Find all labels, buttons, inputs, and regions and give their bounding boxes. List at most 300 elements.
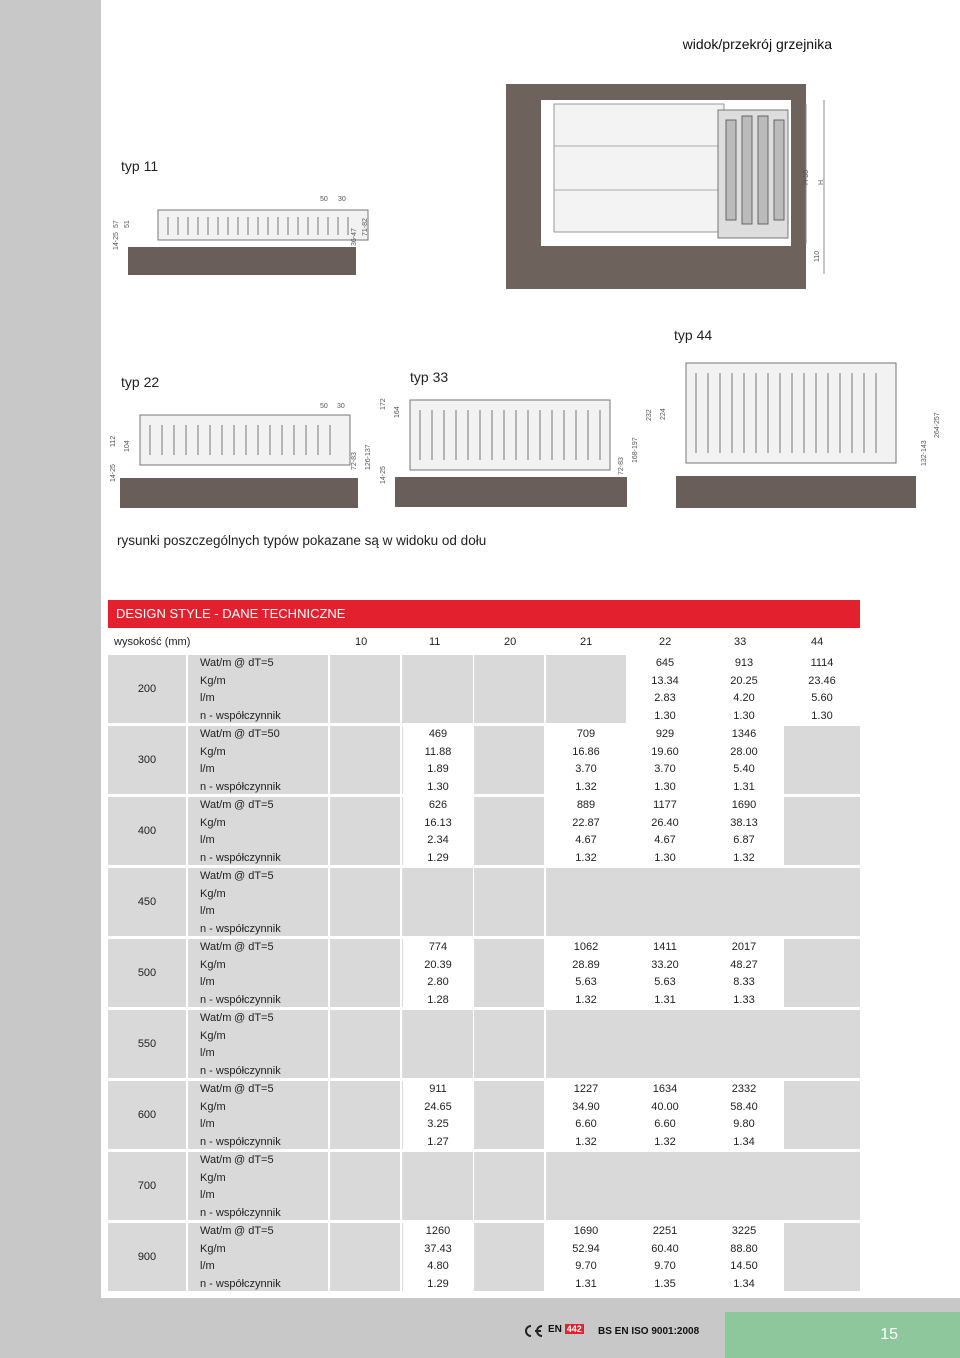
value-cell-20: [474, 1010, 544, 1078]
value: 9.80: [733, 1118, 755, 1130]
param-name: Wat/m: [200, 728, 232, 740]
value-cell-21: [546, 1152, 626, 1220]
param-label: [200, 746, 226, 758]
value: 1.30: [654, 780, 676, 793]
value: 1.35: [654, 1277, 676, 1290]
param-name: l/m: [200, 834, 215, 846]
dim22-72-83: 72-83: [351, 452, 358, 470]
value-cell-33: [704, 1010, 784, 1078]
value: 2332: [731, 1083, 757, 1095]
param-label: [200, 1012, 274, 1024]
dim33-14-25: 14-25: [380, 466, 387, 484]
param-label: [200, 1047, 215, 1059]
value: 5.63: [654, 976, 676, 988]
value: 11.88: [424, 745, 452, 758]
value: 4.67: [575, 834, 597, 846]
param-name: Kg/m: [200, 1029, 226, 1042]
param-label: [200, 781, 281, 793]
table-group-2: [108, 797, 860, 868]
param-label: [200, 1225, 274, 1237]
value-cell-22: [626, 1010, 704, 1078]
value-cell-11: [402, 868, 473, 936]
value: 1.34: [733, 1135, 755, 1148]
value: 58.40: [730, 1100, 758, 1113]
typ11-drawing: [128, 205, 388, 275]
value-cell-10: [330, 726, 400, 794]
param-name: Wat/m: [200, 941, 232, 953]
param-name: l/m: [200, 905, 215, 917]
value-cell-21: [546, 726, 626, 794]
table-group-3: [108, 868, 860, 939]
dim-h: H: [818, 179, 825, 185]
param-cell: [188, 797, 328, 865]
dim11-14-25: 14-25: [113, 232, 120, 250]
param-label: [200, 1083, 274, 1095]
param-name: n - współczynnik: [200, 922, 281, 935]
param-label: [200, 728, 280, 740]
param-label: [200, 852, 281, 864]
param-label: [200, 1136, 281, 1148]
value: 4.80: [427, 1260, 449, 1272]
value: 1.32: [575, 993, 597, 1006]
value: 1.30: [811, 709, 833, 722]
value: 2017: [731, 941, 757, 953]
value: 1062: [573, 941, 599, 953]
dim33-224: 224: [660, 408, 667, 420]
param-name: n - współczynnik: [200, 851, 281, 864]
param-label: [200, 1065, 281, 1077]
value: 60.40: [651, 1242, 679, 1255]
param-dt: @ dT=5: [234, 1012, 274, 1024]
param-label: [200, 692, 215, 704]
param-name: l/m: [200, 1047, 215, 1059]
dim11-51: 51: [124, 220, 131, 228]
dim11-36-47: 36-47: [351, 228, 358, 246]
value: 1.30: [733, 709, 755, 722]
value: 913: [734, 657, 754, 669]
value: 1411: [653, 941, 677, 953]
value: 40.00: [651, 1100, 679, 1113]
value-cell-10: [330, 868, 400, 936]
value: 33.20: [651, 958, 679, 971]
value: 1.30: [654, 709, 676, 722]
value-cell-20: [474, 797, 544, 865]
value-cell-20: [474, 1152, 544, 1220]
value: 1227: [573, 1083, 599, 1095]
value-cell-33: [704, 1152, 784, 1220]
value-cell-44: [784, 868, 860, 936]
param-label: [200, 763, 215, 775]
value-cell-11: [402, 726, 473, 794]
value: 38.13: [730, 816, 758, 829]
value-cell-20: [474, 1081, 544, 1149]
param-cell: [188, 726, 328, 794]
param-name: Wat/m: [200, 1012, 232, 1024]
drawing-caption: rysunki poszczególnych typów pokazane są w widoku od dołu: [117, 533, 487, 548]
value: 2.83: [654, 692, 676, 704]
param-label: [200, 1189, 215, 1201]
value-cell-44: [784, 726, 860, 794]
param-label: [200, 941, 274, 953]
param-name: Wat/m: [200, 1083, 232, 1095]
param-label: [200, 870, 274, 882]
table-group-4: [108, 939, 860, 1010]
value: 889: [576, 799, 596, 811]
value: 52.94: [572, 1242, 600, 1255]
param-name: n - współczynnik: [200, 1064, 281, 1077]
value: 9.70: [575, 1260, 597, 1272]
col-10: 10: [355, 636, 368, 648]
param-cell: [188, 868, 328, 936]
param-dt: @ dT=5: [234, 657, 274, 669]
value-cell-21: [546, 939, 626, 1007]
value-cell-20: [474, 1223, 544, 1291]
param-dt: @ dT=5: [234, 870, 274, 882]
value: 13.34: [651, 674, 679, 687]
param-name: l/m: [200, 1189, 215, 1201]
value-cell-10: [330, 1223, 400, 1291]
value: 3.25: [427, 1118, 449, 1130]
typ44-drawing: [676, 358, 921, 510]
value: 4.67: [654, 834, 676, 846]
param-label: [200, 1260, 215, 1272]
param-dt: @ dT=5: [234, 799, 274, 811]
value: 1.27: [427, 1135, 449, 1148]
value: 774: [428, 941, 448, 953]
value: 16.13: [424, 816, 452, 829]
value: 3.70: [654, 763, 676, 775]
value: 1.32: [575, 1135, 597, 1148]
param-label: [200, 675, 226, 687]
value-cell-44: [784, 1223, 860, 1291]
col-11: 11: [429, 636, 441, 648]
value-cell-44: [784, 1152, 860, 1220]
value: 2.80: [427, 976, 449, 988]
param-dt: @ dT=5: [234, 1225, 274, 1237]
value-cell-33: [704, 1081, 784, 1149]
section-banner: DESIGN STYLE - DANE TECHNICZNE: [108, 600, 860, 628]
value: 22.87: [572, 816, 600, 829]
col-21: 21: [580, 636, 593, 648]
value-cell-10: [330, 939, 400, 1007]
param-label: [200, 1030, 226, 1042]
value: 24.65: [424, 1100, 452, 1113]
value: 5.60: [811, 692, 833, 704]
value: 6.60: [654, 1118, 676, 1130]
dim11-71-82: 71-82: [362, 218, 369, 236]
dim33-72-83: 72-83: [618, 457, 625, 475]
table-group-1: [108, 726, 860, 797]
height-cell: 700: [108, 1152, 186, 1220]
param-name: Wat/m: [200, 1225, 232, 1237]
param-label: [200, 923, 281, 935]
value-cell-21: [546, 655, 626, 723]
en-label: EN: [548, 1324, 562, 1335]
param-dt: @ dT=5: [234, 941, 274, 953]
en-number: 442: [566, 1324, 582, 1334]
value-cell-33: [704, 868, 784, 936]
value: 1.32: [654, 1135, 676, 1148]
value: 4.20: [733, 692, 755, 704]
col-22: 22: [659, 636, 672, 648]
col-44: 44: [811, 636, 824, 648]
param-name: l/m: [200, 692, 215, 704]
param-name: n - współczynnik: [200, 1277, 281, 1290]
height-cell: 900: [108, 1223, 186, 1291]
value: 626: [428, 799, 448, 811]
param-name: Wat/m: [200, 1154, 232, 1166]
param-dt: @ dT=5: [234, 1083, 274, 1095]
param-name: n - współczynnik: [200, 1206, 281, 1219]
value-cell-33: [704, 939, 784, 1007]
value: 1.34: [733, 1277, 755, 1290]
value: 1.33: [733, 993, 755, 1006]
value-cell-10: [330, 797, 400, 865]
value-cell-11: [402, 797, 473, 865]
value: 1.30: [427, 780, 449, 793]
value-cell-11: [402, 1223, 473, 1291]
value-cell-44: [784, 1081, 860, 1149]
param-name: l/m: [200, 976, 215, 988]
dim44-264-257: 264-257: [934, 412, 941, 438]
value: 1690: [573, 1225, 599, 1237]
value: 2.34: [427, 834, 449, 846]
height-cell: 400: [108, 797, 186, 865]
value-cell-10: [330, 1010, 400, 1078]
height-cell: 300: [108, 726, 186, 794]
param-label: [200, 1243, 226, 1255]
col-33: 33: [734, 636, 747, 648]
value: 19.60: [651, 745, 679, 758]
value: 1.89: [427, 763, 449, 775]
value-cell-10: [330, 655, 400, 723]
value: 34.90: [572, 1100, 600, 1113]
value: 1260: [425, 1225, 451, 1237]
table-group-8: [108, 1223, 860, 1294]
value-cell-20: [474, 939, 544, 1007]
height-cell: 450: [108, 868, 186, 936]
dim33-172: 172: [380, 398, 387, 410]
param-cell: [188, 1081, 328, 1149]
value-cell-20: [474, 726, 544, 794]
value-cell-22: [626, 1081, 704, 1149]
value-cell-22: [626, 797, 704, 865]
dim44-132-143: 132-143: [921, 440, 928, 466]
dim11-50: 50: [320, 196, 328, 203]
value-cell-33: [704, 726, 784, 794]
param-name: Wat/m: [200, 870, 232, 882]
param-name: l/m: [200, 1118, 215, 1130]
value-cell-11: [402, 1152, 473, 1220]
height-label: wysokość (mm): [114, 636, 191, 648]
value-cell-22: [626, 868, 704, 936]
dim22-104: 104: [124, 440, 131, 452]
param-label: [200, 905, 215, 917]
param-name: Kg/m: [200, 1100, 226, 1113]
param-name: Kg/m: [200, 887, 226, 900]
value-cell-20: [474, 655, 544, 723]
en-442-badge: [548, 1324, 588, 1338]
value-cell-44: [784, 655, 860, 723]
param-label: [200, 1118, 215, 1130]
dim-h-50: H-50: [803, 169, 810, 185]
value: 645: [655, 657, 675, 669]
iso-cert: BS EN ISO 9001:2008: [598, 1326, 700, 1337]
tech-data-table: [108, 655, 860, 1294]
value-cell-22: [626, 655, 704, 723]
page-number-box: [725, 1312, 960, 1358]
value-cell-21: [546, 1081, 626, 1149]
value-cell-21: [546, 1010, 626, 1078]
value-cell-33: [704, 655, 784, 723]
param-name: n - współczynnik: [200, 1135, 281, 1148]
label-typ11: typ 11: [121, 158, 159, 174]
param-label: [200, 1101, 226, 1113]
param-cell: [188, 655, 328, 723]
value: 1177: [653, 799, 677, 811]
value-cell-21: [546, 868, 626, 936]
value: 8.33: [733, 976, 755, 988]
height-cell: 200: [108, 655, 186, 723]
param-cell: [188, 939, 328, 1007]
value: 23.46: [808, 674, 836, 687]
param-label: [200, 817, 226, 829]
value: 1.29: [427, 1277, 449, 1290]
value: 16.86: [572, 745, 600, 758]
value: 1114: [810, 657, 834, 669]
value: 28.89: [572, 958, 600, 971]
value: 28.00: [730, 745, 758, 758]
value-cell-11: [402, 655, 473, 723]
value: 1634: [652, 1083, 678, 1095]
param-dt: @ dT=50: [234, 728, 280, 740]
value-cell-22: [626, 726, 704, 794]
page-number: 15: [880, 1326, 898, 1343]
typ22-drawing: [120, 410, 375, 510]
label-typ44: typ 44: [674, 327, 713, 343]
param-label: [200, 959, 226, 971]
height-cell: 500: [108, 939, 186, 1007]
dim11-30: 30: [338, 196, 346, 203]
dim33-232: 232: [646, 409, 653, 421]
param-name: n - współczynnik: [200, 993, 281, 1006]
value: 26.40: [651, 816, 679, 829]
value-cell-22: [626, 1223, 704, 1291]
param-label: [200, 657, 274, 669]
value: 20.25: [730, 674, 758, 687]
ce-mark-icon: [522, 1324, 544, 1338]
dim22-50: 50: [320, 403, 328, 410]
value: 5.40: [733, 763, 755, 775]
typ33-drawing: [395, 395, 635, 510]
value-cell-21: [546, 797, 626, 865]
param-label: [200, 976, 215, 988]
value: 3225: [731, 1225, 757, 1237]
col-20: 20: [504, 636, 517, 648]
param-name: Kg/m: [200, 958, 226, 971]
value: 1.32: [733, 851, 755, 864]
dim33-164: 164: [394, 406, 401, 418]
value: 3.70: [575, 763, 597, 775]
value-cell-20: [474, 868, 544, 936]
height-cell: 550: [108, 1010, 186, 1078]
value: 1.31: [575, 1277, 597, 1290]
param-label: [200, 834, 215, 846]
table-group-7: [108, 1152, 860, 1223]
value: 929: [655, 728, 675, 740]
param-label: [200, 1207, 281, 1219]
value: 1690: [731, 799, 757, 811]
value: 6.60: [575, 1118, 597, 1130]
value: 14.50: [730, 1260, 758, 1272]
value-cell-10: [330, 1152, 400, 1220]
param-cell: [188, 1010, 328, 1078]
value: 1.31: [654, 993, 676, 1006]
param-name: n - współczynnik: [200, 780, 281, 793]
value-cell-44: [784, 797, 860, 865]
value: 1.31: [733, 780, 755, 793]
dim11-57: 57: [113, 220, 120, 228]
value-cell-33: [704, 1223, 784, 1291]
value: 1346: [731, 728, 757, 740]
value: 1.32: [575, 851, 597, 864]
value-cell-10: [330, 1081, 400, 1149]
dim22-30: 30: [337, 403, 345, 410]
param-name: Kg/m: [200, 674, 226, 687]
value-cell-21: [546, 1223, 626, 1291]
value-cell-22: [626, 1152, 704, 1220]
value: 37.43: [424, 1242, 452, 1255]
param-label: [200, 1278, 281, 1290]
dim22-112: 112: [110, 435, 117, 447]
param-cell: [188, 1152, 328, 1220]
param-label: [200, 1154, 274, 1166]
param-label: [200, 710, 281, 722]
value: 2251: [652, 1225, 678, 1237]
param-name: Wat/m: [200, 657, 232, 669]
value: 9.70: [654, 1260, 676, 1272]
value: 911: [429, 1083, 447, 1095]
param-name: Kg/m: [200, 816, 226, 829]
table-header-row: [108, 632, 860, 652]
value: 1.30: [654, 851, 676, 864]
param-name: Wat/m: [200, 799, 232, 811]
table-group-6: [108, 1081, 860, 1152]
param-cell: [188, 1223, 328, 1291]
value: 6.87: [733, 834, 755, 846]
table-group-5: [108, 1010, 860, 1081]
dim22-14-25: 14-25: [110, 464, 117, 482]
value-cell-11: [402, 1010, 473, 1078]
value: 1.29: [427, 851, 449, 864]
value-cell-44: [784, 939, 860, 1007]
table-group-0: [108, 655, 860, 726]
param-label: [200, 888, 226, 900]
param-name: Kg/m: [200, 1171, 226, 1184]
value: 88.80: [730, 1242, 758, 1255]
param-dt: @ dT=5: [234, 1154, 274, 1166]
radiator-section-drawing: [506, 84, 836, 294]
height-cell: 600: [108, 1081, 186, 1149]
value-cell-11: [402, 1081, 473, 1149]
param-label: [200, 994, 281, 1006]
param-name: Kg/m: [200, 745, 226, 758]
param-name: n - współczynnik: [200, 709, 281, 722]
dim22-126-137: 126-137: [365, 444, 372, 470]
value-cell-22: [626, 939, 704, 1007]
value: 1.32: [575, 780, 597, 793]
value-cell-44: [784, 1010, 860, 1078]
